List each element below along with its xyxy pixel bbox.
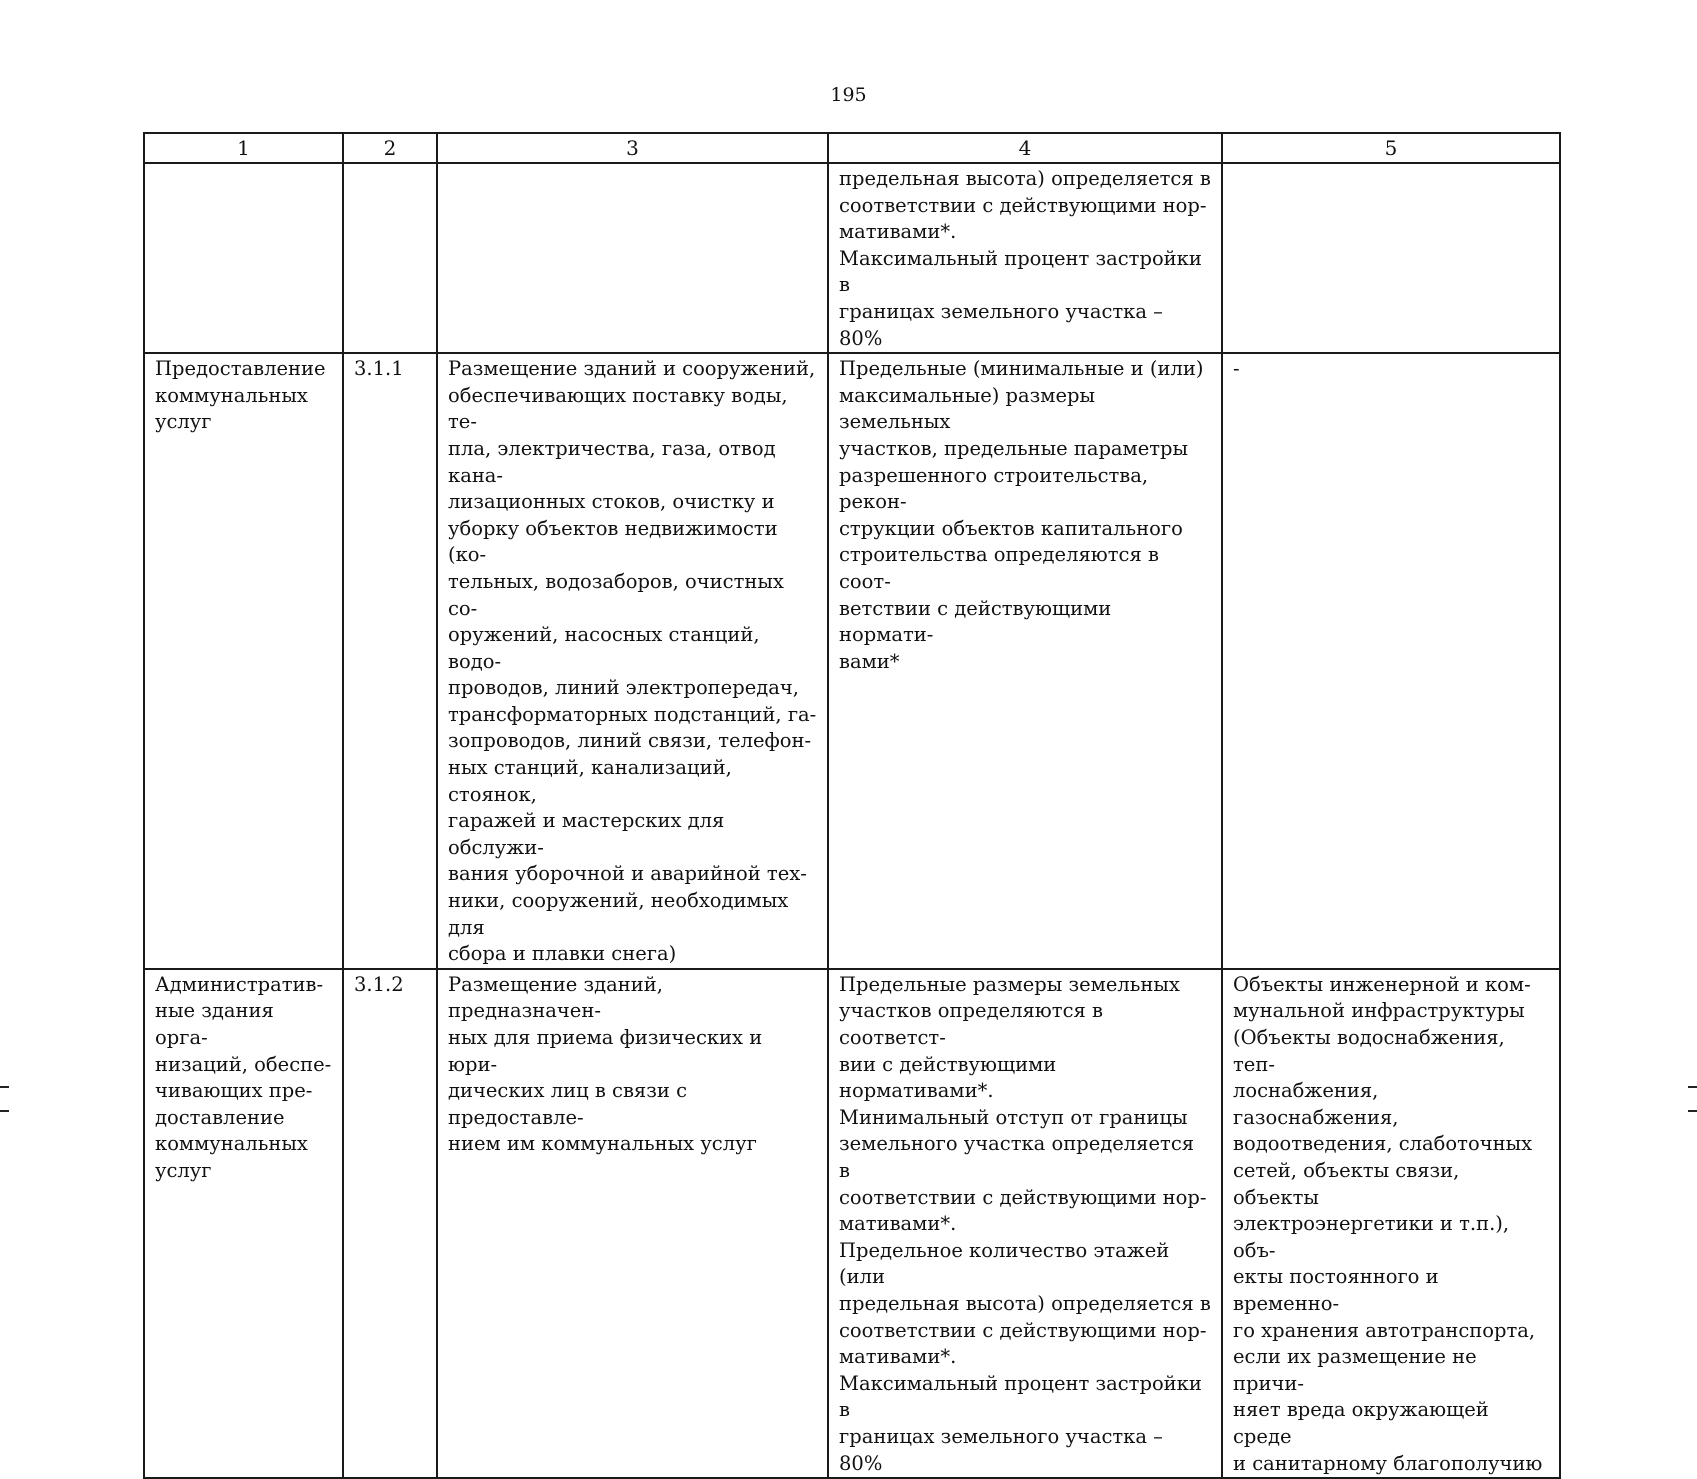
cell-build-parameters: Предельные (минимальные и (или) максимальные) размеры земельных участков, предельные параметры разрешенного строительства, рекон- струкции объектов капитального строительства определяются в соот- ветствии с действующими нормати- вами* xyxy=(828,353,1222,969)
cell-build-parameters: Предельные размеры земельных участков определяются в соответст- вии с действующими нормативами*. Минимальный отступ от границы земельного участка определяется в соответствии с действующими нор- мативами*. Предельное количество этажей (или предельная высота) определяется в соответствии с действующими нор- мативами*. Максимальный процент застройки в границах земельного участка – 80% xyxy=(828,969,1222,1478)
crop-mark-left-top xyxy=(0,1086,9,1088)
table-header-row xyxy=(144,133,1560,163)
column-header-2: 2 xyxy=(343,133,437,163)
cell-use-name xyxy=(144,163,343,353)
crop-mark-right-top xyxy=(1688,1086,1697,1088)
cell-use-description: Размещение зданий и сооружений, обеспечивающих поставку воды, те- пла, электричества, газа, отвод кана- лизационных стоков, очистку и уборку объектов недвижимости (ко- тельных, водозаборов, очистных со- оружений, насосных станций, водо- проводов, линий электропередач, трансформаторных подстанций, га- зопроводов, линий связи, телефон- ных станций, канализаций, стоянок, гаражей и мастерских для обслужи- вания уборочной и аварийной тех- ники, сооружений, необходимых для сбора и плавки снега) xyxy=(437,353,828,969)
zoning-table xyxy=(143,132,1561,1479)
cell-notes xyxy=(1222,163,1560,353)
column-header-4: 4 xyxy=(828,133,1222,163)
cell-use-code xyxy=(343,163,437,353)
cell-use-description: Размещение зданий, предназначен- ных для приема физических и юри- дических лиц в связи с предоставле- нием им коммунальных услуг xyxy=(437,969,828,1478)
table-row-3-1-1 xyxy=(144,353,1560,969)
cell-notes: Объекты инженерной и ком- мунальной инфраструктуры (Объекты водоснабжения, теп- лоснабжения, газоснабжения, водоотведения, слаботочных сетей, объекты связи, объекты электроэнергетики и т.п.), объ- екты постоянного и временно- го хранения автотранспорта, если их размещение не причи- няет вреда окружающей среде и санитарному благополучию xyxy=(1222,969,1560,1478)
column-header-3: 3 xyxy=(437,133,828,163)
cell-use-name: Предоставление коммунальных услуг xyxy=(144,353,343,969)
column-header-1: 1 xyxy=(144,133,343,163)
table-row-continuation xyxy=(144,163,1560,353)
cell-use-description xyxy=(437,163,828,353)
page-number: 195 xyxy=(830,84,867,106)
column-header-5: 5 xyxy=(1222,133,1560,163)
cell-use-code: 3.1.2 xyxy=(343,969,437,1478)
cell-build-parameters: предельная высота) определяется в соответствии с действующими нор- мативами*. Максимальный процент застройки в границах земельного участка – 80% xyxy=(828,163,1222,353)
cell-use-code: 3.1.1 xyxy=(343,353,437,969)
cell-notes: - xyxy=(1222,353,1560,969)
cell-use-name: Административ- ные здания орга- низаций, обеспе- чивающих пре- доставление коммунальных услуг xyxy=(144,969,343,1478)
crop-mark-left-bottom xyxy=(0,1110,9,1112)
table-row-3-1-2 xyxy=(144,969,1560,1478)
crop-mark-right-bottom xyxy=(1688,1110,1697,1112)
